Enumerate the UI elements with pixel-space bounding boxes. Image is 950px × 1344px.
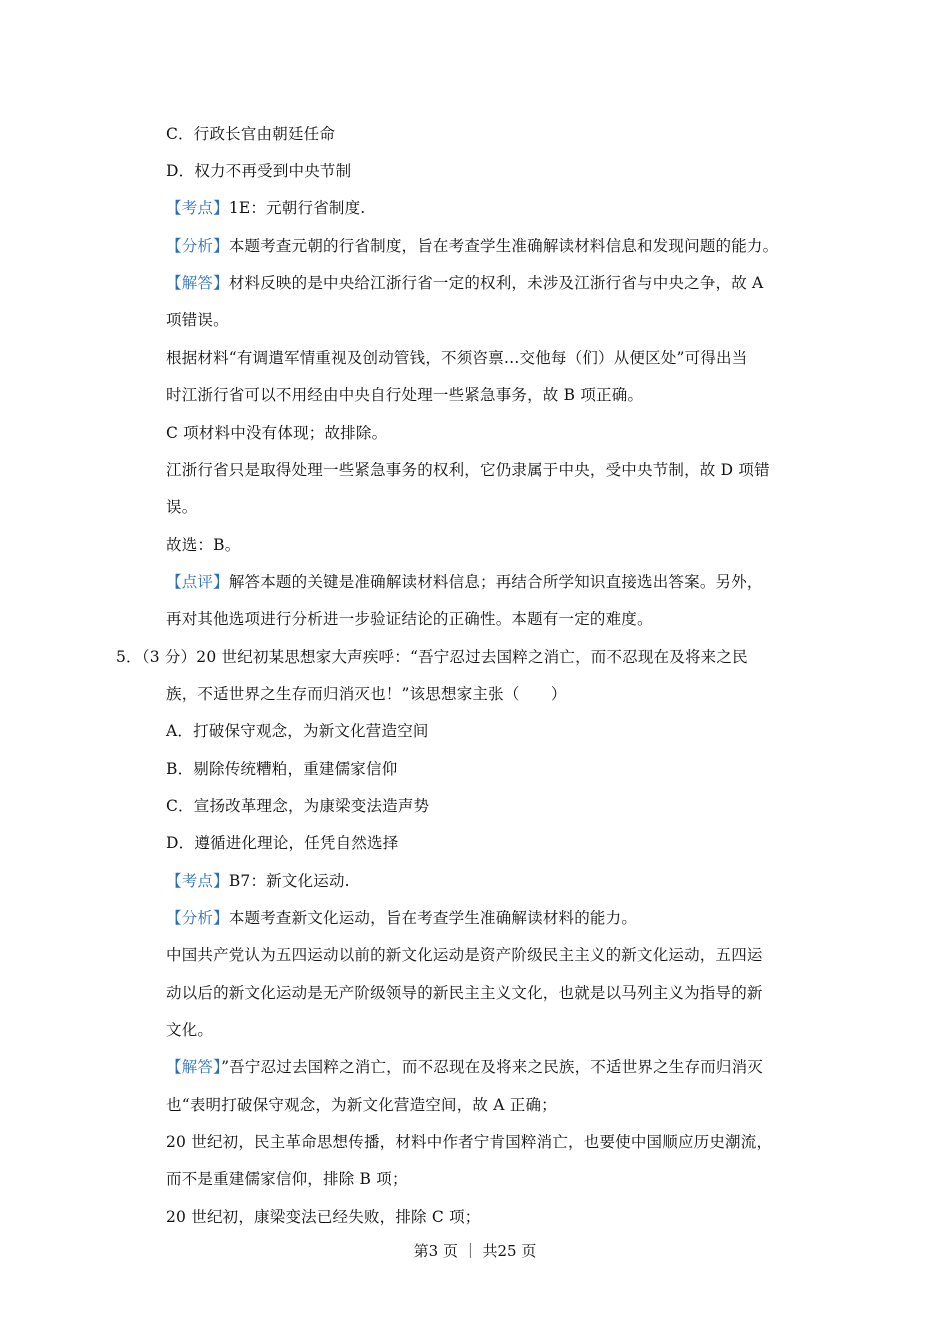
fenxi-tag: 【分析】 xyxy=(166,909,229,927)
q5-kaodian xyxy=(166,871,350,891)
q5-option-a: A．打破保守观念，为新文化营造空间 xyxy=(166,722,429,740)
q4-kaodian xyxy=(166,198,365,218)
jieda-tag: 【解答】 xyxy=(166,1058,222,1076)
q4-jieda-line2: 项错误。 xyxy=(166,311,229,329)
q4-para2-line2: 时江浙行省可以不用经由中央自行处理一些紧急事务，故 B 项正确。 xyxy=(166,386,644,404)
q5-stem-line2: 族，不适世界之生存而归消灭也！”该思想家主张（ ） xyxy=(166,685,567,703)
q5-option-c: C．宣扬改革理念，为康梁变法造声势 xyxy=(166,797,430,815)
q4-jieda-line1 xyxy=(166,273,763,293)
option-d-prev: D．权力不再受到中央节制 xyxy=(166,162,352,180)
fenxi-text: 本题考查元朝的行省制度，旨在考查学生准确解读材料信息和发现问题的能力。 xyxy=(228,237,779,255)
q4-para2-line1: 根据材料“有调遣军情重视及创动管钱，不须咨禀…交他每（们）从便区处”可得出当 xyxy=(166,349,748,367)
q5-para1-line2: 动以后的新文化运动是无产阶级领导的新民主主义文化，也就是以马列主义为指导的新 xyxy=(166,984,763,1002)
q4-answer: 故选：B。 xyxy=(166,536,241,554)
q5-para1-line3: 文化。 xyxy=(166,1021,214,1039)
q4-dianping-line2: 再对其他选项进行分析进一步验证结论的正确性。本题有一定的难度。 xyxy=(166,610,653,628)
q5-jieda-line2: 也“表明打破保守观念，为新文化营造空间，故 A 正确； xyxy=(166,1096,557,1114)
q5-option-b: B．剔除传统糟粕，重建儒家信仰 xyxy=(166,760,398,778)
kaodian-text: B7：新文化运动. xyxy=(228,872,350,890)
jieda-text: 材料反映的是中央给江浙行省一定的权利，未涉及江浙行省与中央之争，故 A xyxy=(228,274,764,292)
option-c-prev: C．行政长官由朝廷任命 xyxy=(166,125,336,143)
q5-jieda-line1 xyxy=(166,1057,763,1077)
fenxi-tag: 【分析】 xyxy=(166,237,229,255)
q5-para1-line1: 中国共产党认为五四运动以前的新文化运动是资产阶级民主主义的新文化运动，五四运 xyxy=(166,946,763,964)
q5-stem-line1: 5．（3 分）20 世纪初某思想家大声疾呼：“吾宁忍过去国粹之消亡，而不忍现在及将来之民 xyxy=(116,648,748,666)
q4-para4-line2: 误。 xyxy=(166,498,198,516)
q5-para3: 20 世纪初，康梁变法已经失败，排除 C 项； xyxy=(166,1208,481,1226)
fenxi-text: 本题考查新文化运动，旨在考查学生准确解读材料的能力。 xyxy=(228,909,638,927)
kaodian-tag: 【考点】 xyxy=(166,199,229,217)
kaodian-tag: 【考点】 xyxy=(166,872,229,890)
dianping-tag: 【点评】 xyxy=(166,573,229,591)
q5-para2-line1: 20 世纪初，民主革命思想传播，材料中作者宁肯国粹消亡，也要使中国顺应历史潮流， xyxy=(166,1133,773,1151)
jieda-text: ”吾宁忍过去国粹之消亡，而不忍现在及将来之民族，不适世界之生存而归消灭 xyxy=(221,1058,763,1076)
q5-fenxi xyxy=(166,908,637,928)
jieda-tag: 【解答】 xyxy=(166,274,229,292)
q4-dianping-line1 xyxy=(166,572,763,592)
q4-para4-line1: 江浙行省只是取得处理一些紧急事务的权利，它仍隶属于中央，受中央节制，故 D 项错 xyxy=(166,461,770,479)
q4-para3: C 项材料中没有体现；故排除。 xyxy=(166,424,388,442)
kaodian-text: 1E：元朝行省制度. xyxy=(228,199,366,217)
page-footer: 第3 页 ｜ 共25 页 xyxy=(413,1242,537,1260)
q5-option-d: D．遵循进化理论，任凭自然选择 xyxy=(166,834,399,852)
q4-fenxi xyxy=(166,236,778,256)
q5-para2-line2: 而不是重建儒家信仰，排除 B 项； xyxy=(166,1170,408,1188)
dianping-text: 解答本题的关键是准确解读材料信息；再结合所学知识直接选出答案。另外， xyxy=(228,573,763,591)
